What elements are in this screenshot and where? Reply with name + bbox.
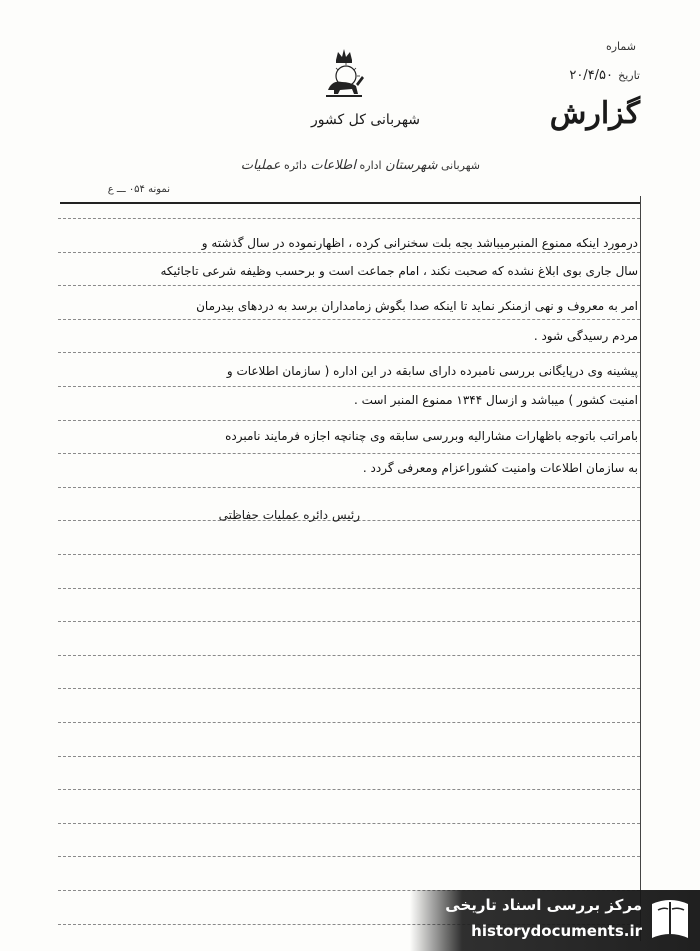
ruled-line (58, 352, 640, 353)
date-row (520, 64, 640, 83)
date-value: ۲۰/۴/۵۰ (569, 68, 614, 83)
ruled-line (58, 688, 640, 689)
body-line-5: پیشینه وی درپایگانی بررسی نامبرده دارای سابقه در این اداره ( سازمان اطلاعات و (226, 364, 638, 378)
subline-handwritten-office: اطلاعات (310, 158, 357, 173)
ruled-line (58, 285, 640, 286)
body-line-7: بامراتب باتوجه باظهارات مشارالیه وبررسی سابقه وی چنانچه اجازه فرمایند نامبرده (225, 429, 638, 443)
ruled-line (58, 722, 640, 723)
margin-line (640, 196, 641, 941)
ruled-line (58, 823, 640, 824)
date-label: تاریخ (618, 69, 640, 82)
ruled-line (58, 386, 640, 387)
lion-and-sun-emblem-icon (320, 46, 368, 100)
header-rule (60, 202, 640, 204)
number-label: شماره (605, 40, 636, 53)
signature-title: رئیس دائره عملیات حفاظتی (218, 508, 360, 522)
body-line-2: سال جاری بوی ابلاغ نشده که صحبت نکند ، امام جماعت است و برحسب وظیفه شرعی تاجائیکه (160, 264, 638, 278)
subline-dept-label: دائره (283, 159, 307, 172)
ruled-line (58, 218, 640, 219)
watermark-org-name: مرکز بررسی اسناد تاریخی (445, 896, 642, 914)
ruled-line (58, 319, 640, 320)
subline-handwritten-city: شهرستان (385, 158, 438, 173)
ruled-line (58, 588, 640, 589)
subline-handwritten-dept: عملیات (240, 158, 281, 173)
ruled-line (58, 554, 640, 555)
ruled-line (58, 789, 640, 790)
body-line-8: به سازمان اطلاعات وامنیت کشوراعزام ومعرفی گردد . (362, 461, 638, 475)
ruled-line (58, 621, 640, 622)
body-line-4: مردم رسیدگی شود . (533, 329, 638, 343)
subline-prefix: شهربانی (441, 159, 480, 172)
department-line (200, 158, 480, 173)
body-line-1: درمورد اینکه ممنوع المنبرمیباشد بجه بلت سخنرانی کرده ، اظهارنموده در سال گذشته و (201, 236, 638, 250)
ruled-line (58, 655, 640, 656)
ruled-line (58, 756, 640, 757)
ruled-line (58, 856, 640, 857)
ruled-line (58, 420, 640, 421)
ruled-line (58, 487, 640, 488)
form-number: نمونه ۰۵۴ ـــ ع (107, 184, 170, 195)
body-line-6: امنیت کشور ) میباشد و ازسال ۱۳۴۴ ممنوع المنبر است . (354, 393, 638, 407)
report-title: گزارش (549, 96, 640, 131)
document-book-logo-icon (648, 896, 692, 944)
subline-office-label: اداره (359, 159, 382, 172)
watermark-banner (410, 890, 700, 951)
body-line-3: امر به معروف و نهی ازمنکر نماید تا اینکه صدا بگوش زمامداران برسد به دردهای بیدرمان (196, 299, 638, 313)
organization-name: شهربانی کل کشور (311, 112, 420, 128)
watermark-url: historydocuments.ir (471, 922, 642, 940)
ruled-line (58, 453, 640, 454)
ruled-line (58, 252, 640, 253)
